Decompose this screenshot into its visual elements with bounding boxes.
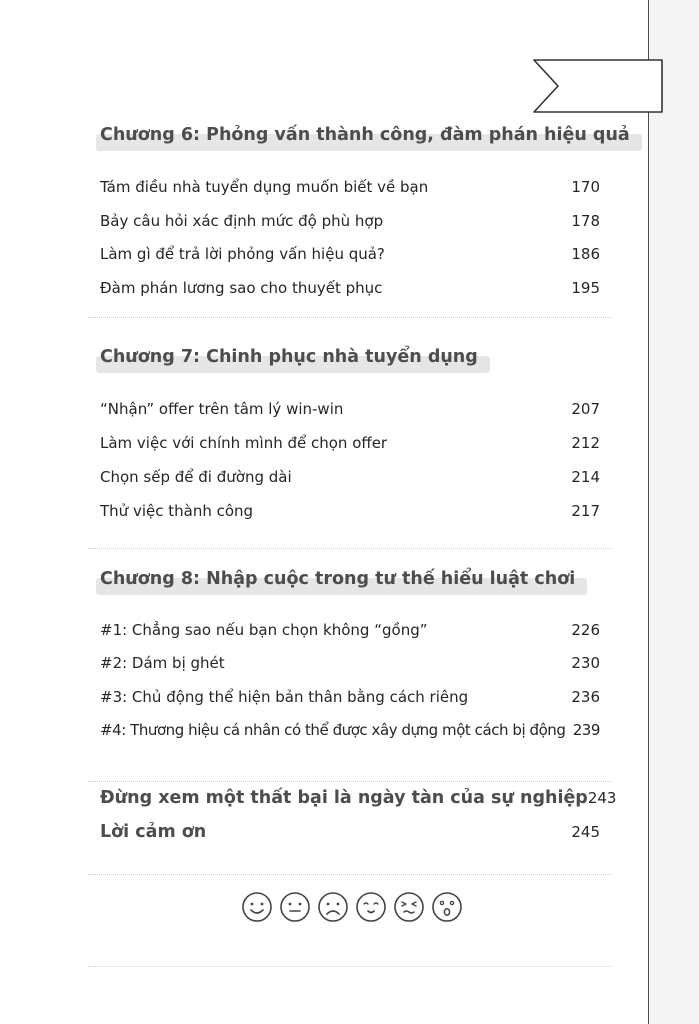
dotted-divider	[88, 966, 612, 967]
chapter-title: Chương 6: Phỏng vấn thành công, đàm phán hiệu quả	[100, 125, 636, 145]
dotted-divider	[88, 548, 612, 549]
emoticon-row	[241, 891, 463, 923]
entry-label: Làm việc với chính mình để chọn offer	[100, 434, 388, 452]
entry-label: “Nhận” offer trên tâm lý win-win	[100, 400, 344, 418]
entry-label: #2: Dám bị ghét	[100, 654, 225, 672]
entry-page: 226	[571, 621, 600, 639]
entry-page: 214	[571, 468, 600, 486]
entry-page: 195	[571, 279, 600, 297]
toc-entry[interactable]	[100, 502, 600, 520]
toc-entry[interactable]	[100, 434, 600, 452]
surprised-face-icon	[431, 891, 463, 923]
toc-entry[interactable]	[100, 654, 600, 672]
entry-label: Tám điều nhà tuyển dụng muốn biết về bạn	[100, 178, 429, 196]
smile-face-icon	[241, 891, 273, 923]
toc-entry[interactable]	[100, 621, 600, 639]
dotted-divider	[88, 781, 612, 782]
toc-entry[interactable]	[100, 245, 600, 263]
toc-entry[interactable]	[100, 279, 600, 297]
entry-page: 245	[571, 823, 600, 841]
sad-face-icon	[317, 891, 349, 923]
entry-page: 207	[571, 400, 600, 418]
entry-label: Bảy câu hỏi xác định mức độ phù hợp	[100, 212, 384, 230]
entry-page: 212	[571, 434, 600, 452]
entry-label: #1: Chẳng sao nếu bạn chọn không “gồng”	[100, 621, 428, 639]
chapter-6	[100, 125, 630, 145]
chapter-title: Chương 7: Chinh phục nhà tuyển dụng	[100, 347, 484, 367]
chapter-8	[100, 569, 610, 589]
entry-page: 236	[571, 688, 600, 706]
entry-label: Đàm phán lương sao cho thuyết phục	[100, 279, 383, 297]
entry-label: Lời cảm ơn	[100, 822, 207, 842]
entry-page: 230	[571, 654, 600, 672]
toc-entry[interactable]	[100, 400, 600, 418]
entry-label: Làm gì để trả lời phỏng vấn hiệu quả?	[100, 245, 385, 263]
page-edge	[648, 0, 699, 1024]
entry-page: 186	[571, 245, 600, 263]
entry-page: 170	[571, 178, 600, 196]
toc-entry[interactable]	[100, 468, 600, 486]
entry-page: 178	[571, 212, 600, 230]
squint-face-icon	[393, 891, 425, 923]
entry-page: 217	[571, 502, 600, 520]
toc-entry[interactable]	[100, 212, 600, 230]
bookmark-ribbon-icon	[532, 58, 664, 114]
toc-entry-acknowledgements[interactable]	[100, 822, 600, 842]
dotted-divider	[88, 874, 612, 875]
dotted-divider	[88, 317, 612, 318]
entry-page: 239	[572, 721, 600, 739]
toc-entry[interactable]	[100, 688, 600, 706]
entry-page: 243	[587, 789, 617, 807]
content-face-icon	[355, 891, 387, 923]
entry-label: Chọn sếp để đi đường dài	[100, 468, 292, 486]
entry-label: Thử việc thành công	[100, 502, 254, 520]
chapter-7	[100, 347, 610, 367]
entry-label: Đừng xem một thất bại là ngày tàn của sự nghiệp	[100, 788, 588, 808]
entry-label: #4: Thương hiệu cá nhân có thể được xây dựng một cách bị động	[100, 721, 566, 739]
toc-entry[interactable]	[100, 178, 600, 196]
chapter-title: Chương 8: Nhập cuộc trong tư thế hiểu luật chơi	[100, 569, 581, 589]
entry-label: #3: Chủ động thể hiện bản thân bằng cách riêng	[100, 688, 469, 706]
neutral-face-icon	[279, 891, 311, 923]
toc-entry[interactable]	[100, 721, 600, 739]
toc-entry-closing[interactable]	[100, 788, 617, 808]
